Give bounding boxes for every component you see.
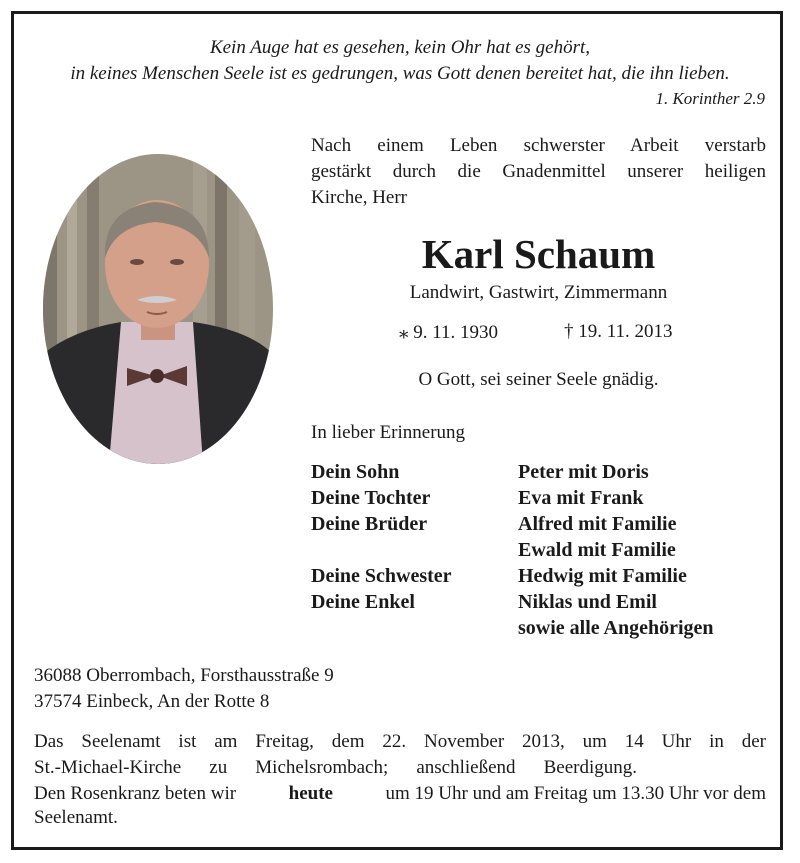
mourner-relation: Deine Tochter	[311, 487, 431, 509]
mourner-relation: Dein Sohn	[311, 461, 400, 483]
mourner-names: sowie alle Angehörigen	[518, 617, 714, 639]
rosary-today: heute	[288, 783, 333, 804]
death-date: † 19. 11. 2013	[564, 321, 673, 342]
verse-reference: 1. Korinther 2.9	[655, 89, 765, 108]
intro-line-1: Nach einem Leben schwerster Arbeit verstarb	[311, 135, 766, 156]
rosary-text-after: um 19 Uhr und am Freitag um 13.30 Uhr vor dem	[385, 783, 766, 804]
mourner-relation: Deine Schwester	[311, 565, 452, 587]
intro-line-3: Kirche, Herr	[311, 187, 408, 208]
service-line-2: St.-Michael-Kirche zu Michelsrombach; anschließend Beerdigung.	[34, 757, 637, 778]
mourner-names: Alfred mit Familie	[518, 513, 677, 535]
birth-date: ⁎ 9. 11. 1930	[399, 322, 499, 343]
mourners-intro: In lieber Erinnerung	[311, 422, 466, 443]
verse-line-1: Kein Auge hat es gesehen, kein Ohr hat es gehört,	[209, 37, 591, 58]
service-line-3	[34, 781, 766, 807]
service-line-4: Seelenamt.	[34, 807, 118, 828]
service-line-1: Das Seelenamt ist am Freitag, dem 22. November 2013, um 14 Uhr in der	[34, 731, 766, 752]
occupation: Landwirt, Gastwirt, Zimmermann	[409, 282, 668, 303]
mourner-relation: Deine Enkel	[311, 591, 415, 613]
mourner-names: Hedwig mit Familie	[518, 565, 687, 587]
address-line: 36088 Oberrombach, Forsthausstraße 9	[34, 665, 334, 686]
mourner-names: Niklas und Emil	[518, 591, 657, 613]
mourner-names: Peter mit Doris	[518, 461, 649, 483]
intro-line-2: gestärkt durch die Gnadenmittel unserer heiligen	[311, 161, 766, 182]
verse-line-2: in keines Menschen Seele ist es gedrungen, was Gott denen bereitet hat, die ihn lieben.	[70, 63, 730, 84]
mourner-names: Eva mit Frank	[518, 487, 644, 509]
portrait-photo	[43, 154, 273, 464]
prayer: O Gott, sei seiner Seele gnädig.	[418, 369, 659, 390]
address-line: 37574 Einbeck, An der Rotte 8	[34, 691, 270, 712]
mourner-names: Ewald mit Familie	[518, 539, 676, 561]
deceased-name: Karl Schaum	[421, 231, 656, 277]
mourner-relation: Deine Brüder	[311, 513, 428, 535]
rosary-text-before: Den Rosenkranz beten wir	[34, 783, 237, 804]
